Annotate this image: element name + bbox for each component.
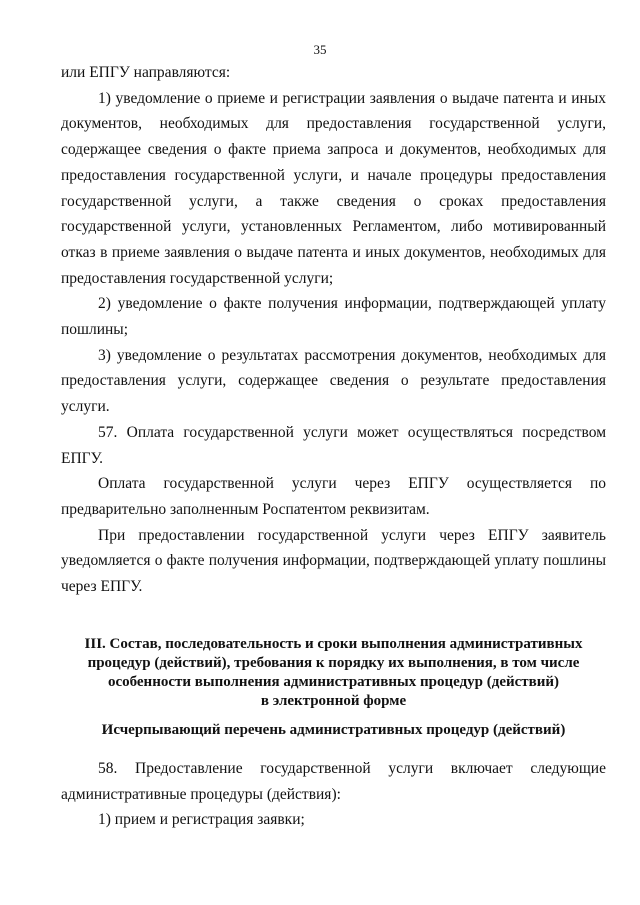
paragraph-item-1: 1) уведомление о приеме и регистрации заявления о выдаче патента и иных документов, необходимых для предоставления государственной услуги, содержащее сведения о факте приема запроса и документов, необходимых для предоставления государственной услуги, и начале процедуры предоставления государственной услуги, а также сведения о сроках предоставления государственной услуги, установленных Регламентом, либо мотивированный отказ в приеме заявления о выдаче патента и иных документов, необходимых для предоставления государственной услуги;	[61, 89, 606, 287]
section-heading-line: процедур (действий), требования к порядку их выполнения, в том числе	[87, 655, 580, 671]
body-text-block	[61, 60, 606, 600]
paragraph-57: 57. Оплата государственной услуги может осуществляться посредством ЕПГУ.	[61, 423, 606, 467]
paragraph-continuation: или ЕПГУ направляются:	[61, 64, 231, 81]
body-text-block-2	[61, 756, 606, 833]
paragraph-payment: Оплата государственной услуги через ЕПГУ осуществляется по предварительно заполненным Роспатентом реквизитам.	[61, 475, 606, 518]
section-heading-line: особенности выполнения административных процедур (действий)	[107, 674, 560, 690]
subheading: Исчерпывающий перечень административных процедур (действий)	[101, 722, 566, 738]
paragraph-58: 58. Предоставление государственной услуги включает следующие административные процедуры (действия):	[61, 760, 606, 803]
section-heading-line: III. Состав, последовательность и сроки выполнения административных	[84, 636, 583, 652]
paragraph-notification: При предоставлении государственной услуги через ЕПГУ заявитель уведомляется о факте получения информации, подтверждающей уплату пошлины через ЕПГУ.	[61, 526, 606, 596]
paragraph-item-2: 2) уведомление о факте получения информации, подтверждающей уплату пошлины;	[61, 295, 606, 339]
page-number: 35	[313, 42, 327, 57]
paragraph-item-3: 3) уведомление о результатах рассмотрения документов, необходимых для предоставления услуги, содержащее сведения о результате предоставления услуги.	[61, 346, 606, 416]
paragraph-58-item-1: 1) прием и регистрация заявки;	[98, 811, 305, 829]
section-heading-line: в электронной форме	[260, 693, 407, 709]
section-heading	[61, 635, 606, 711]
